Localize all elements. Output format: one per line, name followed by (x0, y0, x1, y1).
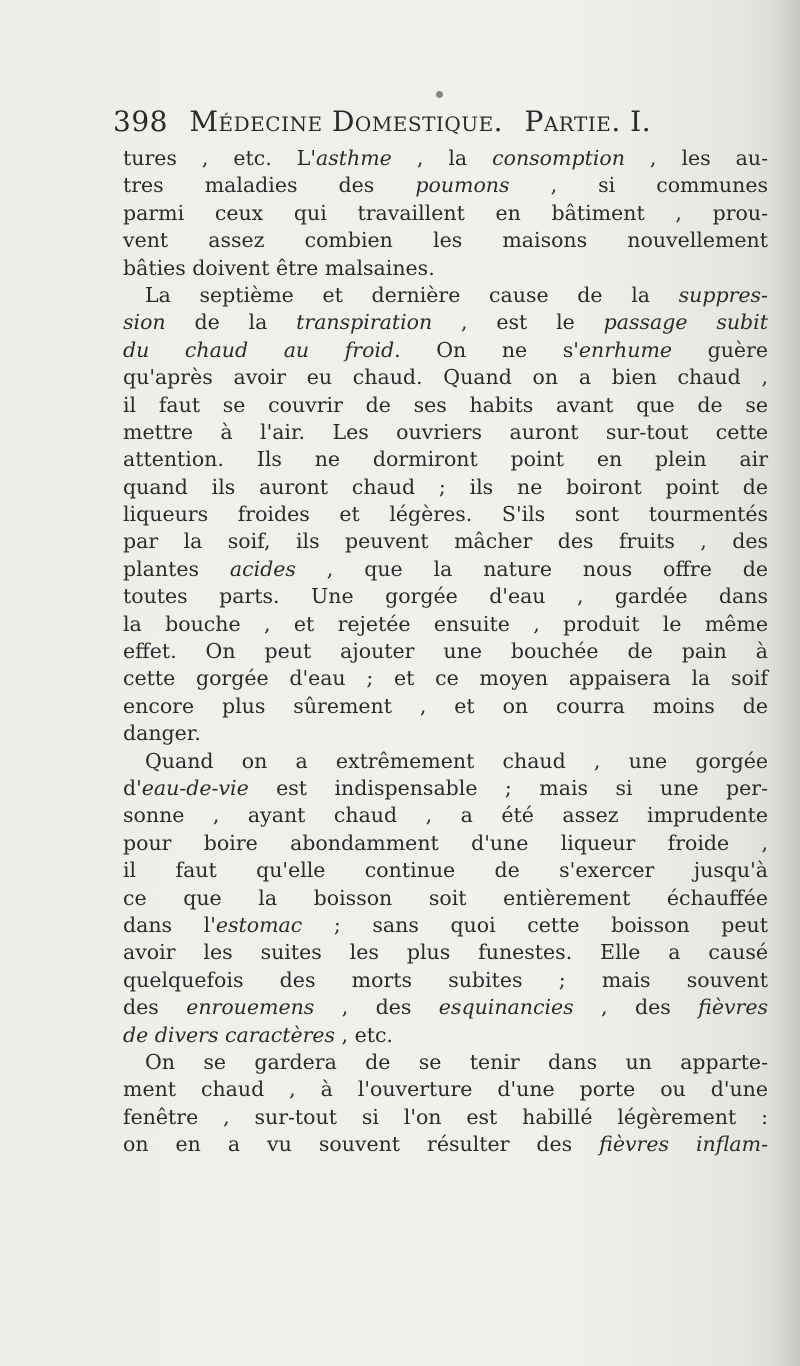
text-run: ce que la boisson soit entièrement échauffée (123, 885, 768, 910)
text-line (123, 419, 768, 446)
text-line (123, 885, 768, 912)
text-line (123, 282, 768, 309)
text-run: , que la nature nous offre de (295, 556, 768, 581)
italic-term: passage subit (603, 310, 768, 335)
running-header (113, 105, 783, 145)
page-number: 398 (113, 105, 168, 138)
italic-term: estomac (215, 912, 303, 937)
text-run: dans l' (123, 912, 216, 937)
italic-term: enrouemens (186, 995, 315, 1020)
text-run: quelquefois des morts subites ; mais souvent (123, 967, 768, 992)
text-run: par la soif, ils peuvent mâcher des fruits , des (123, 529, 768, 554)
text-run: ; sans quoi cette boisson peut (302, 912, 769, 937)
text-run: vent assez combien les maisons nouvellement (123, 228, 768, 253)
ink-spot (436, 91, 443, 98)
text-line (123, 748, 768, 775)
text-run: pour boire abondamment d'une liqueur froide , (123, 830, 768, 855)
text-line (123, 337, 768, 364)
text-run: il faut se couvrir de ses habits avant que de se (123, 392, 768, 417)
text-line (123, 693, 768, 720)
italic-term: acides (229, 556, 296, 581)
text-line (123, 583, 768, 610)
page-edge-shadow (772, 0, 800, 1366)
text-run: Quand on a extrêmement chaud , une gorgée (145, 748, 768, 773)
text-line (123, 501, 768, 528)
text-run: , la (391, 146, 493, 170)
text-line (123, 172, 768, 199)
text-line (123, 638, 768, 665)
text-run: quand ils auront chaud ; ils ne boiront point de (123, 474, 768, 499)
text-line (123, 1104, 768, 1131)
text-run: liqueurs froides et légères. S'ils sont tourmentés (123, 502, 768, 527)
italic-term: suppres- (678, 282, 768, 307)
text-run: attention. Ils ne dormiront point en plein air (123, 447, 768, 472)
italic-term: esquinancies (438, 995, 574, 1020)
text-run: effet. On peut ajouter une bouchée de pain à (123, 639, 768, 664)
text-run: bâties doivent être malsaines. (123, 255, 435, 280)
text-run: sonne , ayant chaud , a été assez imprudente (123, 803, 768, 828)
text-run: danger. (123, 721, 201, 746)
text-run: La septième et dernière cause de la (145, 282, 679, 307)
text-line (123, 857, 768, 884)
running-title: Médecine Domestique. (189, 105, 504, 138)
text-line (123, 446, 768, 473)
text-run: qu'après avoir eu chaud. Quand on a bien chaud , (123, 365, 768, 390)
text-line (123, 145, 768, 172)
italic-term: eau-de-vie (141, 775, 249, 800)
text-line (123, 665, 768, 692)
text-run: on en a vu souvent résulter des (123, 1132, 600, 1157)
text-run: est indispensable ; mais si une per- (248, 775, 768, 800)
text-run: avoir les suites les plus funestes. Elle a causé (123, 940, 768, 965)
text-run: , des (573, 995, 699, 1020)
italic-term: enrhume (578, 337, 673, 362)
text-line (123, 1049, 768, 1076)
text-run: On se gardera de se tenir dans un apparte- (145, 1049, 768, 1074)
text-run: , des (314, 995, 439, 1020)
text-run: On ne s' (400, 337, 579, 362)
text-line (123, 1076, 768, 1103)
text-line (123, 939, 768, 966)
text-line (123, 775, 768, 802)
text-run: il faut qu'elle continue de s'exercer jusqu'à (123, 858, 768, 883)
text-line (123, 912, 768, 939)
text-line (123, 556, 768, 583)
text-run: , est le (432, 310, 604, 335)
text-run: cette gorgée d'eau ; et ce moyen appaisera la soif (123, 666, 768, 691)
text-run: , etc. (335, 1022, 393, 1047)
text-run: plantes (123, 556, 230, 581)
text-line (123, 994, 768, 1021)
text-line (123, 309, 768, 336)
italic-term: sion (123, 310, 166, 335)
text-run: guère (672, 337, 768, 362)
text-line (123, 1022, 768, 1049)
text-line (123, 528, 768, 555)
text-run: des (123, 995, 187, 1020)
italic-term: de divers caractères (123, 1022, 336, 1047)
text-line (123, 967, 768, 994)
text-line (123, 392, 768, 419)
text-run: fenêtre , sur-tout si l'on est habillé légèrement : (123, 1104, 768, 1129)
body-text (123, 145, 768, 1158)
text-line (123, 255, 768, 282)
text-line (123, 474, 768, 501)
italic-term: asthme (316, 146, 392, 170)
italic-term: poumons (415, 173, 510, 198)
text-line (123, 364, 768, 391)
italic-term: du chaud au froid. (123, 337, 401, 362)
italic-term: transpiration (296, 310, 433, 335)
text-run: d' (123, 775, 142, 800)
text-run: , si communes (509, 173, 768, 198)
text-run: , les au- (624, 146, 769, 170)
text-line (123, 1131, 768, 1158)
text-line (123, 227, 768, 254)
text-run: la bouche , et rejetée ensuite , produit le même (123, 611, 768, 636)
text-run: encore plus sûrement , et on courra moins de (123, 693, 768, 718)
text-run: parmi ceux qui travaillent en bâtiment , prou- (123, 200, 768, 225)
part-label: Partie. I. (524, 105, 652, 138)
text-line (123, 611, 768, 638)
text-run: mettre à l'air. Les ouvriers auront sur-tout cette (123, 419, 768, 444)
text-run: tres maladies des (123, 173, 416, 198)
text-run: de la (165, 310, 297, 335)
text-run: tures , etc. L' (123, 146, 317, 170)
italic-term: fièvres (698, 995, 768, 1020)
text-line (123, 200, 768, 227)
text-run: ment chaud , à l'ouverture d'une porte ou d'une (123, 1077, 768, 1102)
text-line (123, 720, 768, 747)
text-line (123, 802, 768, 829)
italic-term: fièvres inflam- (599, 1132, 768, 1157)
text-line (123, 830, 768, 857)
text-run: toutes parts. Une gorgée d'eau , gardée dans (123, 584, 768, 609)
italic-term: consomption (492, 146, 625, 170)
